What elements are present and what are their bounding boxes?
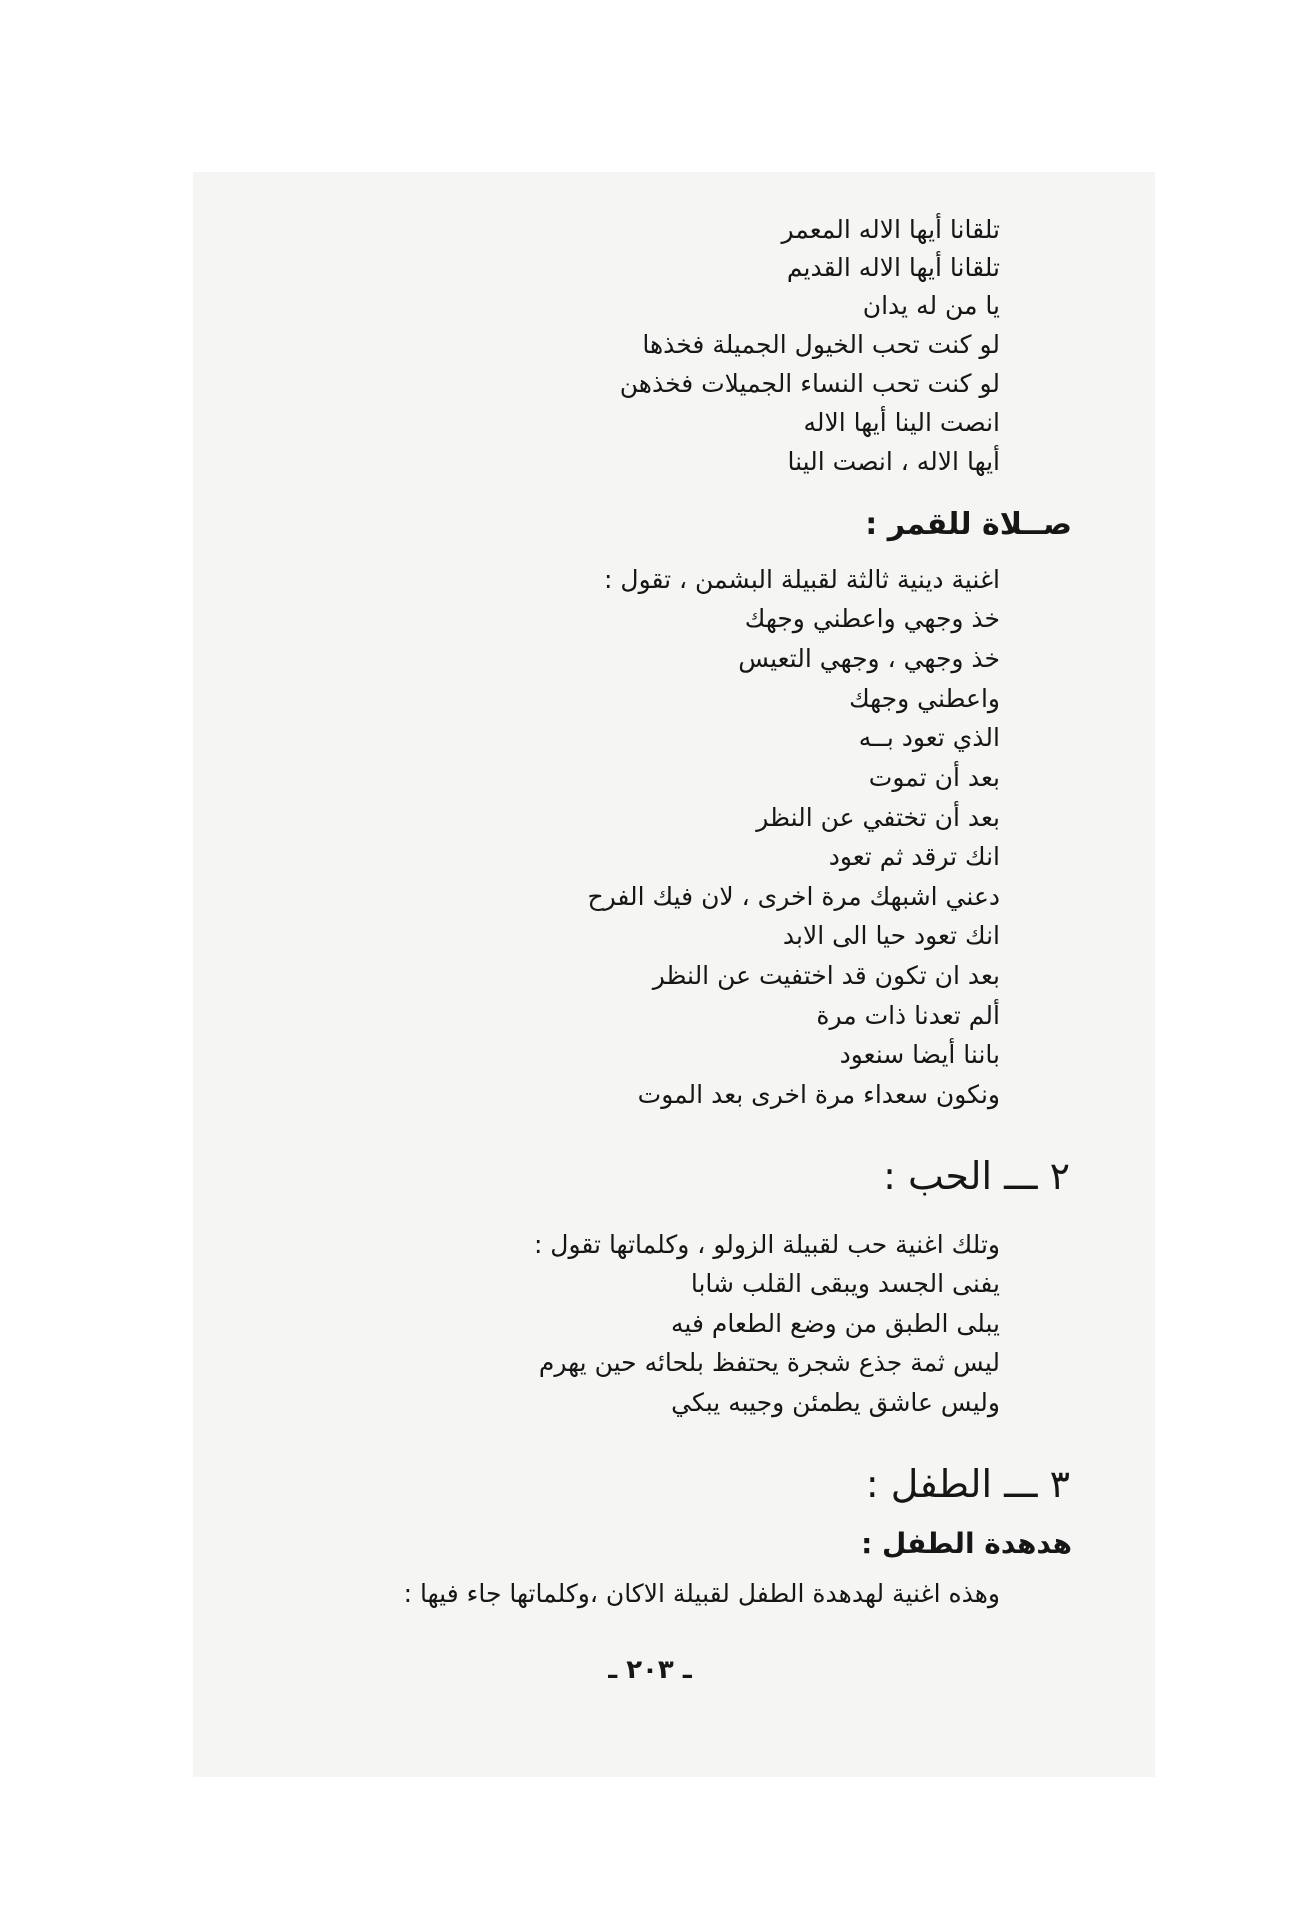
- verse-line: باننا أيضا سنعود: [839, 1040, 1000, 1069]
- verse-line: بعد أن تموت: [868, 763, 1000, 792]
- verse-line: لو كنت تحب الخيول الجميلة فخذها: [642, 330, 1000, 359]
- verse-line: يفنى الجسد ويبقى القلب شابا: [690, 1269, 1000, 1298]
- verse-line: تلقانا أيها الاله القديم: [786, 253, 1000, 282]
- verse-line: خذ وجهي ، وجهي التعيس: [738, 644, 1000, 673]
- heading-lullaby: هدهدة الطفل :: [861, 1527, 1072, 1560]
- verse-line: لو كنت تحب النساء الجميلات فخذهن: [619, 369, 1000, 398]
- verse-line: يبلى الطبق من وضع الطعام فيه: [671, 1309, 1000, 1338]
- verse-line: بعد ان تكون قد اختفيت عن النظر: [652, 961, 1000, 990]
- verse-line: دعني اشبهك مرة اخرى ، لان فيك الفرح: [587, 882, 1000, 911]
- verse-line: أيها الاله ، انصت الينا: [787, 447, 1000, 476]
- lullaby-intro: وهذه اغنية لهدهدة الطفل لقبيلة الاكان ،وكلماتها جاء فيها :: [403, 1579, 1000, 1608]
- verse-line: ونكون سعداء مرة اخرى بعد الموت: [637, 1080, 1000, 1109]
- verse-line: انصت الينا أيها الاله: [803, 408, 1000, 437]
- verse-line: الذي تعود بــه: [858, 723, 1000, 752]
- verse-line: واعطني وجهك: [849, 684, 1000, 713]
- heading-love: ٢ ـــ الحب :: [883, 1154, 1070, 1198]
- verse-line: تلقانا أيها الاله المعمر: [781, 215, 1000, 244]
- verse-line: يا من له يدان: [862, 291, 1000, 320]
- verse-line: انك ترقد ثم تعود: [828, 842, 1000, 871]
- moon-prayer-intro: اغنية دينية ثالثة لقبيلة البشمن ، تقول :: [604, 565, 1000, 594]
- page-number: ـ ٢٠٣ ـ: [608, 1655, 692, 1685]
- heading-child: ٣ ـــ الطفل :: [865, 1462, 1070, 1506]
- verse-line: ألم تعدنا ذات مرة: [816, 1001, 1000, 1030]
- verse-line: وليس عاشق يطمئن وجيبه يبكي: [671, 1388, 1000, 1417]
- verse-line: بعد أن تختفي عن النظر: [756, 803, 1000, 832]
- verse-line: ليس ثمة جذع شجرة يحتفظ بلحائه حين يهرم: [538, 1348, 1000, 1377]
- verse-line: خذ وجهي واعطني وجهك: [744, 604, 1000, 633]
- heading-moon-prayer: صــلاة للقمر :: [865, 507, 1072, 542]
- love-intro: وتلك اغنية حب لقبيلة الزولو ، وكلماتها تقول :: [533, 1230, 1000, 1259]
- verse-line: انك تعود حيا الى الابد: [782, 921, 1000, 950]
